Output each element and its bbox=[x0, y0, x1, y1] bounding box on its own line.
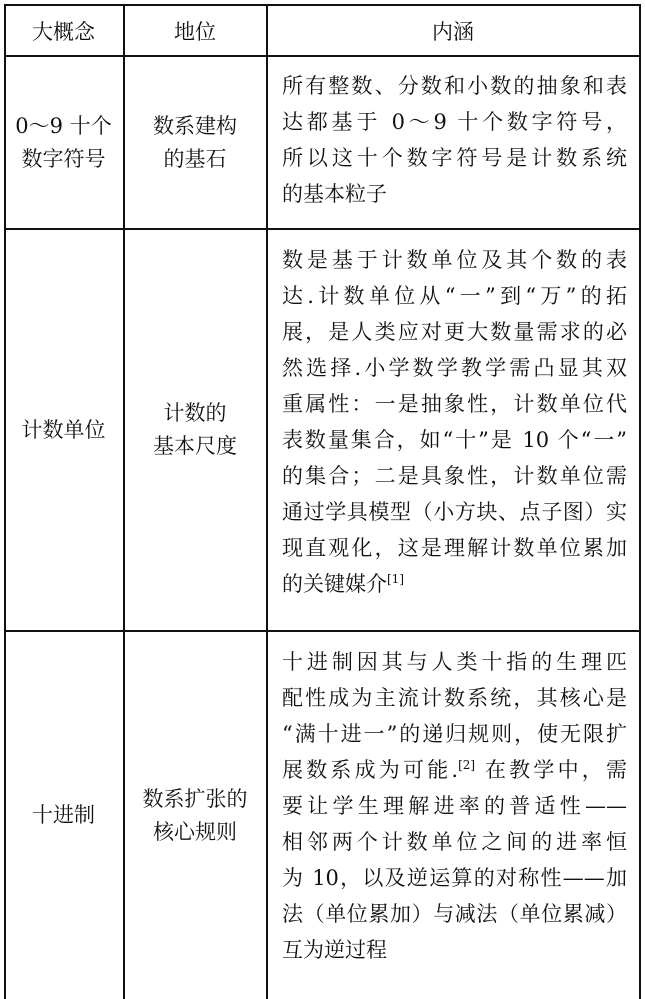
row3-content-line-1: 十进制因其与人类十指的生理匹 bbox=[282, 650, 627, 674]
row1-concept bbox=[4, 57, 123, 228]
header-concept-label: 大概念 bbox=[32, 19, 95, 44]
row1-concept-line-1: 0～9 十个 bbox=[15, 113, 112, 138]
row2-content-line-3: 展，是人类应对更大数量需求的必 bbox=[282, 320, 627, 344]
row2-content-line-10-text: 的关键媒介 bbox=[282, 572, 387, 596]
row3-content-line-9: 互为逆过程 bbox=[282, 938, 387, 962]
row2-content-line-4: 然选择.小学数学教学需凸显其双 bbox=[282, 356, 627, 380]
row2-status-line-1: 计数的 bbox=[163, 401, 227, 425]
row3-status-line-1: 数系扩张的 bbox=[142, 786, 248, 811]
header-content bbox=[267, 6, 639, 55]
row3-status bbox=[124, 632, 266, 999]
row1-content-line-4: 的基本粒子 bbox=[282, 182, 387, 206]
row3-content-line-2: 配性成为主流计数系统，其核心是 bbox=[282, 686, 627, 710]
row2-content-line-6: 表数量集合，如“十”是 10 个“一” bbox=[282, 428, 627, 452]
row1-content-line-3: 所以这十个数字符号是计数系统 bbox=[282, 146, 627, 170]
row2-content-line-9: 现直观化，这是理解计数单位累加 bbox=[282, 536, 627, 560]
row3-content-line-7: 为 10，以及逆运算的对称性——加 bbox=[282, 866, 627, 890]
row3-content-line-4-tail: 在教学中，需 bbox=[484, 758, 627, 782]
row3-content-line-4 bbox=[282, 752, 627, 788]
footnote-1: [1] bbox=[387, 572, 404, 586]
row3-content-line-4-text: 展数系成为可能. bbox=[282, 758, 459, 782]
row2-content-line-1: 数是基于计数单位及其个数的表 bbox=[282, 248, 627, 272]
row2-content-line-10 bbox=[282, 566, 627, 602]
row2-content-line-5: 重属性：一是抽象性，计数单位代 bbox=[282, 392, 627, 416]
row3-content-line-6: 相邻两个计数单位之间的进率恒 bbox=[282, 830, 627, 854]
table-right-border bbox=[639, 4, 641, 999]
row3-status-line-2: 核心规则 bbox=[153, 819, 237, 844]
row2-content-line-7: 的集合；二是具象性，计数单位需 bbox=[282, 464, 627, 488]
row1-content-line-2: 达都基于 0～9 十个数字符号， bbox=[282, 110, 627, 134]
row3-concept-line-1: 十进制 bbox=[32, 803, 95, 827]
column-divider-2 bbox=[266, 4, 268, 999]
row3-content-line-3: “满十进一”的递归规则，使无限扩 bbox=[282, 722, 627, 746]
row3-content bbox=[282, 644, 627, 968]
row1-status-line-1: 数系建构 bbox=[153, 113, 237, 138]
row1-concept-line-2: 数字符号 bbox=[21, 146, 106, 171]
row2-status bbox=[124, 230, 266, 630]
row3-content-line-5: 要让学生理解进率的普适性—— bbox=[282, 794, 627, 818]
header-content-label: 内涵 bbox=[432, 19, 474, 44]
row3-content-line-8: 法（单位累加）与减法（单位累减） bbox=[282, 902, 627, 926]
row2-content-line-2: 达.计数单位从“一”到“万”的拓 bbox=[282, 284, 627, 308]
row1-content-line-1: 所有整数、分数和小数的抽象和表 bbox=[282, 74, 627, 98]
row1-status bbox=[124, 57, 266, 228]
row2-status-line-2: 基本尺度 bbox=[153, 434, 237, 458]
row2-concept-line-1: 计数单位 bbox=[21, 417, 106, 442]
row2-concept bbox=[4, 230, 123, 630]
header-status-label: 地位 bbox=[174, 19, 216, 44]
row1-status-line-2: 的基石 bbox=[163, 146, 227, 171]
header-concept bbox=[4, 6, 123, 55]
row2-content bbox=[282, 242, 627, 602]
header-status bbox=[124, 6, 266, 55]
concept-table bbox=[4, 4, 641, 999]
footnote-2: [2] bbox=[458, 758, 476, 772]
row3-concept bbox=[4, 632, 123, 999]
row2-content-line-8: 通过学具模型（小方块、点子图）实 bbox=[282, 500, 627, 524]
row1-content bbox=[282, 68, 627, 212]
